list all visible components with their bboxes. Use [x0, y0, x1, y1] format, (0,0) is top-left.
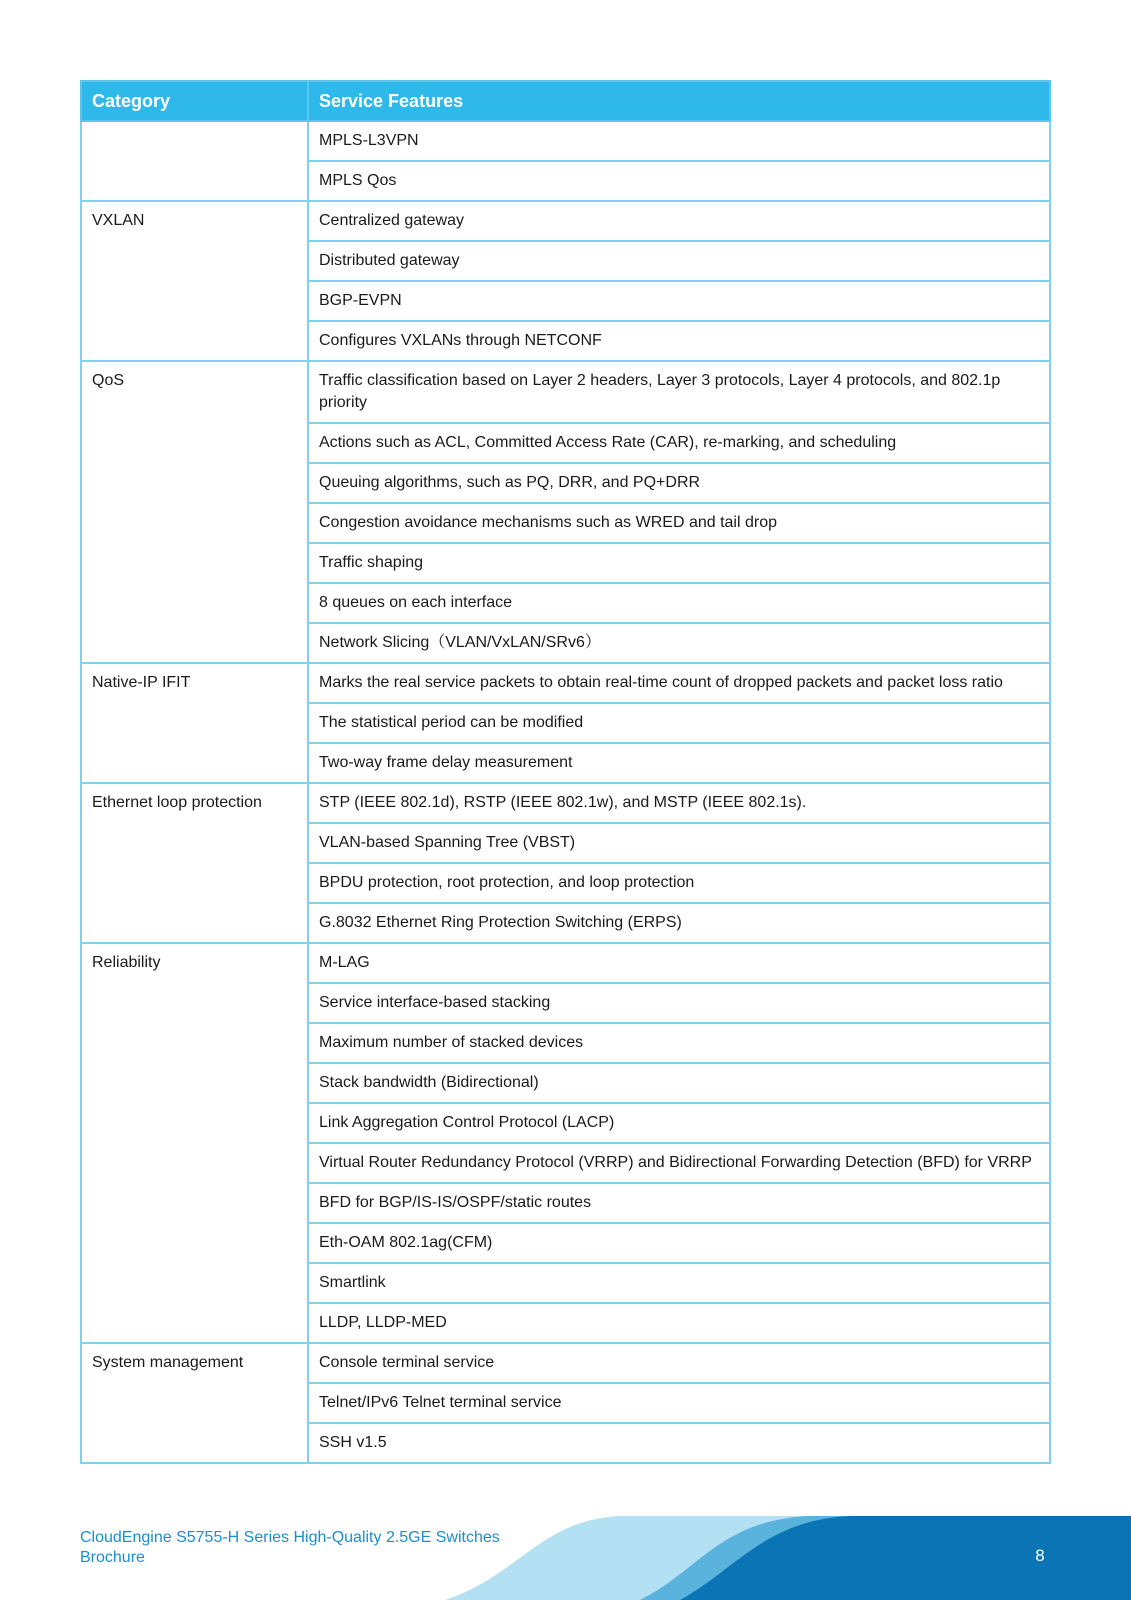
feature-cell: M-LAG: [308, 943, 1050, 983]
table-row: [81, 943, 1050, 983]
feature-cell: Marks the real service packets to obtain real-time count of dropped packets and packet loss ratio: [308, 663, 1050, 703]
feature-cell: G.8032 Ethernet Ring Protection Switching (ERPS): [308, 903, 1050, 943]
feature-cell: Virtual Router Redundancy Protocol (VRRP) and Bidirectional Forwarding Detection (BFD) for VRRP: [308, 1143, 1050, 1183]
category-cell: Reliability: [81, 943, 308, 1343]
column-header-category: Category: [81, 81, 308, 121]
table-row: [81, 1343, 1050, 1383]
feature-cell: BFD for BGP/IS-IS/OSPF/static routes: [308, 1183, 1050, 1223]
table-row: [81, 361, 1050, 423]
feature-cell: Link Aggregation Control Protocol (LACP): [308, 1103, 1050, 1143]
feature-cell: The statistical period can be modified: [308, 703, 1050, 743]
feature-cell: Centralized gateway: [308, 201, 1050, 241]
feature-cell: Console terminal service: [308, 1343, 1050, 1383]
feature-cell: Eth-OAM 802.1ag(CFM): [308, 1223, 1050, 1263]
category-cell: Ethernet loop protection: [81, 783, 308, 943]
column-header-service-features: Service Features: [308, 81, 1050, 121]
category-cell: System management: [81, 1343, 308, 1463]
feature-cell: BPDU protection, root protection, and loop protection: [308, 863, 1050, 903]
footer-title-line-1: CloudEngine S5755-H Series High-Quality 2.5GE Switches: [80, 1529, 500, 1546]
feature-cell: Service interface-based stacking: [308, 983, 1050, 1023]
feature-cell: Congestion avoidance mechanisms such as WRED and tail drop: [308, 503, 1050, 543]
category-cell: [81, 121, 308, 201]
feature-cell: Two-way frame delay measurement: [308, 743, 1050, 783]
feature-cell: Queuing algorithms, such as PQ, DRR, and PQ+DRR: [308, 463, 1050, 503]
feature-cell: Actions such as ACL, Committed Access Rate (CAR), re-marking, and scheduling: [308, 423, 1050, 463]
feature-cell: 8 queues on each interface: [308, 583, 1050, 623]
table-row: [81, 663, 1050, 703]
category-cell: Native-IP IFIT: [81, 663, 308, 783]
table-body: [81, 121, 1050, 1463]
table-row: [81, 201, 1050, 241]
footer-title-line-2: Brochure: [80, 1549, 145, 1566]
feature-cell: LLDP, LLDP-MED: [308, 1303, 1050, 1343]
feature-cell: Telnet/IPv6 Telnet terminal service: [308, 1383, 1050, 1423]
feature-cell: MPLS-L3VPN: [308, 121, 1050, 161]
service-features-table: [80, 80, 1051, 1464]
table-row: [81, 121, 1050, 161]
table-row: [81, 783, 1050, 823]
footer-document-title: [80, 1528, 580, 1568]
category-cell: VXLAN: [81, 201, 308, 361]
feature-cell: Stack bandwidth (Bidirectional): [308, 1063, 1050, 1103]
feature-cell: STP (IEEE 802.1d), RSTP (IEEE 802.1w), and MSTP (IEEE 802.1s).: [308, 783, 1050, 823]
category-cell: QoS: [81, 361, 308, 663]
feature-cell: VLAN-based Spanning Tree (VBST): [308, 823, 1050, 863]
feature-cell: MPLS Qos: [308, 161, 1050, 201]
table-header-row: [81, 81, 1050, 121]
feature-cell: Smartlink: [308, 1263, 1050, 1303]
feature-cell: Configures VXLANs through NETCONF: [308, 321, 1050, 361]
page-number: 8: [1035, 1546, 1045, 1565]
feature-cell: Traffic classification based on Layer 2 headers, Layer 3 protocols, Layer 4 protocols, and 802.1p priority: [308, 361, 1050, 423]
feature-cell: Maximum number of stacked devices: [308, 1023, 1050, 1063]
feature-cell: Distributed gateway: [308, 241, 1050, 281]
feature-cell: Network Slicing（VLAN/VxLAN/SRv6）: [308, 623, 1050, 663]
feature-cell: BGP-EVPN: [308, 281, 1050, 321]
feature-cell: SSH v1.5: [308, 1423, 1050, 1463]
feature-cell: Traffic shaping: [308, 543, 1050, 583]
